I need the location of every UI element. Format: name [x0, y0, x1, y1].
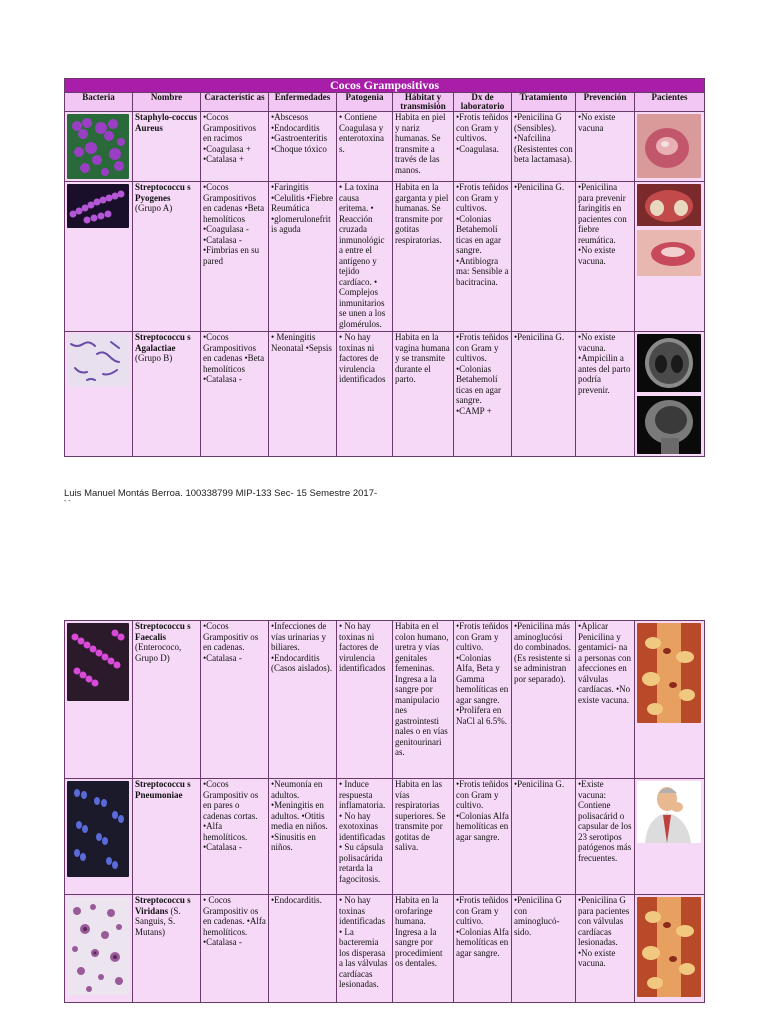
habitat-cell: Habita en la vagina humana y se transmite durante el parto. — [393, 332, 454, 457]
header-row — [65, 93, 705, 112]
header-prevencion: Prevención — [576, 93, 635, 112]
magenta-cocci-chain-image — [67, 623, 129, 701]
caracteristicas-cell: •Cocos Grampositivos en cadenas •Beta hemolíticos •Coagulasa - •Catalasa - •Fimbrias en su pared — [201, 182, 269, 332]
tratamiento-cell: •Penicilina más aminoglucósi do combinados. (Es resistente si se administran por separado). — [512, 621, 576, 779]
brain-ct-scan-photo — [637, 334, 701, 454]
table-row — [65, 779, 705, 895]
purple-cocci-chain-image — [67, 334, 129, 386]
dx-cell: •Frotis teñidos con Gram y cultivos. •Coagulasa. — [454, 112, 512, 182]
bacteria-name: Streptococcu s Faecalis — [135, 621, 191, 642]
table-row — [65, 182, 705, 332]
bacteria-image-cell — [65, 182, 133, 332]
patogenia-cell: • No hay toxinas ni factores de virulencia identificados — [337, 621, 393, 779]
prevencion-cell: •Existe vacuna: Contiene polisacárid o capsular de los 23 serotipos patógenos más frecuentes. — [576, 779, 635, 895]
table-row — [65, 332, 705, 457]
prevencion-cell: •No existe vacuna. •Ampicilin a antes del parto podría prevenir. — [576, 332, 635, 457]
tratamiento-cell: •Penicilina G con aminoglucó- sido. — [512, 895, 576, 1003]
patient-image-cell — [635, 895, 705, 1003]
bacteria-name: Streptococcu s Viridans — [135, 895, 191, 916]
heart-valve-vegetation-photo — [637, 897, 701, 997]
prevencion-cell: •No existe vacuna — [576, 112, 635, 182]
prevencion-cell: •Penicilina para prevenir faringitis en pacientes con fiebre reumática. •No existe vacuna. — [576, 182, 635, 332]
heart-valve-vegetation-photo — [637, 623, 701, 723]
blue-diplococci-image — [67, 781, 129, 877]
caracteristicas-cell: •Cocos Grampositiv os en pares o cadenas cortas. •Alfa hemolíticos. •Catalasa - — [201, 779, 269, 895]
habitat-cell: Habita en el colon humano, uretra y vías genitales femeninas. Ingresa a la sangre por manipulacio nes gastrointesti nales o en vías genitourinari as. — [393, 621, 454, 779]
name-cell — [133, 895, 201, 1003]
enfermedades-cell: •Abscesos •Endocarditis •Gastroenteritis •Choque tóxico — [269, 112, 337, 182]
name-cell — [133, 182, 201, 332]
patient-image-cell — [635, 332, 705, 457]
throat-and-skin-photo — [637, 184, 701, 276]
table-row — [65, 112, 705, 182]
caracteristicas-cell: •Cocos Grampositivos en racimos •Coagulasa + •Catalasa + — [201, 112, 269, 182]
patogenia-cell: • No hay toxinas identificadas • La bacteremia los disperasa a las válvulas cardíacas lesionadas. — [337, 895, 393, 1003]
name-cell — [133, 621, 201, 779]
bacteria-group: (Grupo B) — [135, 353, 173, 363]
enfermedades-cell: •Faringitis •Celulitis •Fiebre Reumática •glomerulonefrit is aguda — [269, 182, 337, 332]
patient-image-cell — [635, 621, 705, 779]
patogenia-cell: • La toxina causa eritema. • Reacción cruzada inmunológic a entre el antígeno y tejido cardíaco. • Complejos inmunitarios se unen a los glomérulos. — [337, 182, 393, 332]
bacteria-group: (S. Sanguis, S. Mutans) — [135, 905, 181, 937]
bacteria-table-2 — [64, 620, 705, 1003]
prevencion-cell: •Aplicar Penicilina y gentamici- na a personas con afecciones en válvulas cardíacas. •No existe vacuna. — [576, 621, 635, 779]
tratamiento-cell: •Penicilina G. — [512, 779, 576, 895]
header-tratamiento: Tratamiento — [512, 93, 576, 112]
enfermedades-cell: •Endocarditis. — [269, 895, 337, 1003]
name-cell — [133, 112, 201, 182]
bacteria-group: (Grupo A) — [135, 203, 173, 213]
purple-cocci-smear-image — [67, 897, 129, 995]
habitat-cell: Habita en la orofaringe humana. Ingresa a la sangre por procedimient os dentales. — [393, 895, 454, 1003]
dx-cell: •Frotis teñidos con Gram y cultivo. •Colonias Alfa hemolíticas en agar sangre. — [454, 895, 512, 1003]
bacteria-table-1 — [64, 78, 705, 457]
bacteria-image-cell — [65, 112, 133, 182]
caracteristicas-cell: • Cocos Grampositiv os en cadenas. •Alfa hemolíticos. •Catalasa - — [201, 895, 269, 1003]
patient-image-cell — [635, 112, 705, 182]
bacteria-group: (Enterococo, Grupo D) — [135, 642, 182, 663]
bacteria-name: Streptococcu s Agalactiae — [135, 332, 191, 353]
habitat-cell: Habita en las vías respiratorias superiores. Se transmite por gotitas de saliva. — [393, 779, 454, 895]
habitat-cell: Habita en piel y nariz humanas. Se transmite a través de las manos. — [393, 112, 454, 182]
author-footer: Luis Manuel Montás Berroa. 100338799 MIP-133 Sec- 15 Semestre 2017- — [64, 488, 378, 499]
header-nombre: Nombre — [133, 93, 201, 112]
bacteria-image-cell — [65, 779, 133, 895]
tratamiento-cell: •Penicilina G. — [512, 182, 576, 332]
habitat-cell: Habita en la garganta y piel humanas. Se transmite por gotitas respiratorias. — [393, 182, 454, 332]
table-row — [65, 895, 705, 1003]
bacteria-image-cell — [65, 621, 133, 779]
footer-continuation: - - — [64, 498, 71, 505]
header-habitat: Hábitat y transmisión — [393, 93, 454, 112]
patogenia-cell: • Contiene Coagulasa y enterotoxina s. — [337, 112, 393, 182]
patogenia-cell: • Induce respuesta inflamatoria. • No hay exotoxinas identificadas • Su cápsula polisacárida retarda la fagocitosis. — [337, 779, 393, 895]
caracteristicas-cell: •Cocos Grampositivos en cadenas •Beta hemolíticos •Catalasa - — [201, 332, 269, 457]
bacteria-name: Staphylo-coccus Aureus — [135, 112, 198, 133]
bacteria-name: Streptococcu s Pyogenes — [135, 182, 191, 203]
bacteria-image-cell — [65, 332, 133, 457]
dx-cell: •Frotis teñidos con Gram y cultivos. •Colonias Betahemolí ticas en agar sangre. •CAMP + — [454, 332, 512, 457]
patient-image-cell — [635, 182, 705, 332]
header-caracteristicas: Característic as — [201, 93, 269, 112]
header-pacientes: Pacientes — [635, 93, 705, 112]
bacteria-name: Streptococcu s Pneumoniae — [135, 779, 191, 800]
prevencion-cell: •Penicilina G para pacientes con válvulas cardíacas lesionadas. •No existe vacuna. — [576, 895, 635, 1003]
patient-image-cell — [635, 779, 705, 895]
coughing-man-photo — [637, 781, 701, 843]
enfermedades-cell: •Infecciones de vías urinarias y biliares. •Endocarditis (Casos aislados). — [269, 621, 337, 779]
tratamiento-cell: •Penicilina G (Sensibles). •Nafcilina (Resistentes con beta lactamasa). — [512, 112, 576, 182]
table-row — [65, 621, 705, 779]
header-dx: Dx de laboratorio — [454, 93, 512, 112]
header-patogenia: Patogenia — [337, 93, 393, 112]
caracteristicas-cell: •Cocos Grampositiv os en cadenas. •Catalasa - — [201, 621, 269, 779]
tratamiento-cell: •Penicilina G. — [512, 332, 576, 457]
bacteria-image-cell — [65, 895, 133, 1003]
header-enfermedades: Enfermedades — [269, 93, 337, 112]
table-title: Cocos Grampositivos — [65, 79, 705, 93]
header-bacteria: Bacteria — [65, 93, 133, 112]
enfermedades-cell: •Neumonía en adultos. •Meningitis en adultos. •Otitis media en niños. •Sinusitis en niños. — [269, 779, 337, 895]
patogenia-cell: • No hay toxinas ni factores de virulencia identificados — [337, 332, 393, 457]
name-cell — [133, 332, 201, 457]
dx-cell: •Frotis teñidos con Gram y cultivo. •Colonias Alfa hemolíticas en agar sangre. — [454, 779, 512, 895]
name-cell — [133, 779, 201, 895]
enfermedades-cell: • Meningitis Neonatal •Sepsis — [269, 332, 337, 457]
dx-cell: •Frotis teñidos con Gram y cultivos. •Colonias Betahemolí ticas en agar sangre. •Antibiogra ma: Sensible a bacitracina. — [454, 182, 512, 332]
purple-cocci-chain-image — [67, 184, 129, 228]
purple-cocci-cluster-image — [67, 114, 129, 179]
skin-abscess-photo — [637, 114, 701, 178]
dx-cell: •Frotis teñidos con Gram y cultivo. •Colonias Alfa, Beta y Gamma hemolíticas en agar sangre. •Prolifera en NaCl al 6.5%. — [454, 621, 512, 779]
